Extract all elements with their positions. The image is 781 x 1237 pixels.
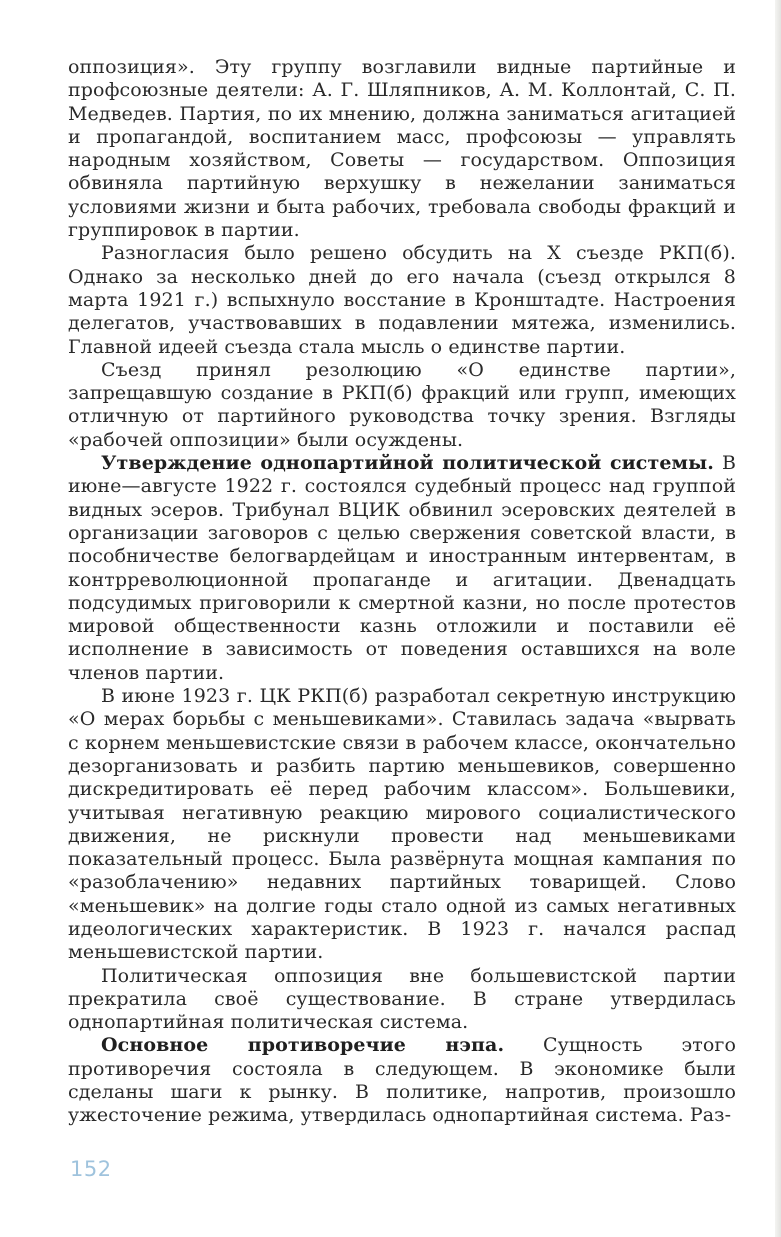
- section-heading-nep-contradiction: Основное противоречие нэпа.: [101, 1034, 505, 1057]
- paragraph-mensheviks: В июне 1923 г. ЦК РКП(б) разработал секретную инструкцию «О мерах борьбы с меньшевиками». Ставилась задача «вырвать с корнем меньшевистские связи в рабочем классе, окончательно дезорганизовать и разбить партию меньшевиков, совершенно дискредитировать её перед рабочим классом». Большевики, учитывая негативную реакцию мирового социалистического движения, не рискнули провести над меньшевиками показательный процесс. Была развёрнута мощная кампания по «разоблачению» недавних партийных товарищей. Слово «меньшевик» на долгие годы стало одной из самых негативных идеологических характеристик. В 1923 г. начался распад меньшевистской партии.: [68, 685, 736, 964]
- body-text: [68, 56, 736, 1128]
- paragraph-unity-resolution: Съезд принял резолюцию «О единстве партии», запрещавшую создание в РКП(б) фракций или групп, имеющих отличную от партийного руководства точку зрения. Взгляды «рабочей оппозиции» были осуждены.: [68, 358, 736, 451]
- paragraph-one-party-system-text: В июне—августе 1922 г. состоялся судебный процесс над группой видных эсеров. Трибунал ВЦИК обвинил эсеровских деятелей в организации заговоров с целью свержения советской власти, в пособничестве белогвардейцам и иностранным интервентам, в контрреволюционной пропаганде и агитации. Двенадцать подсудимых приговорили к смертной казни, но после протестов мировой общественности казнь отложили и поставили её исполнение в зависимость от поведения оставшихся на воле членов партии.: [68, 452, 737, 684]
- paragraph-tenth-congress: Разногласия было решено обсудить на X съезде РКП(б). Однако за несколько дней до его начала (съезд открылся 8 марта 1921 г.) вспыхнуло восстание в Кронштадте. Настроения делегатов, участвовавших в подавлении мятежа, изменились. Главной идеей съезда стала мысль о единстве партии.: [68, 242, 736, 358]
- paragraph-one-party-system: [68, 452, 736, 685]
- page-edge: [775, 0, 781, 1237]
- page-number: 152: [70, 1157, 112, 1181]
- paragraph-opposition-continuation: оппозиция». Эту группу возглавили видные партийные и профсоюзные деятели: А. Г. Шляпников, А. М. Коллонтай, С. П. Медведев. Партия, по их мнению, должна заниматься агитацией и пропагандой, воспитанием масс, профсоюзы — управлять народным хозяйством, Советы — государством. Оппозиция обвиняла партийную верхушку в нежелании заниматься условиями жизни и быта рабочих, требовала свободы фракций и группировок в партии.: [68, 56, 736, 242]
- paragraph-opposition-end: Политическая оппозиция вне большевистской партии прекратила своё существование. В стране утвердилась однопартийная политическая система.: [68, 964, 736, 1034]
- paragraph-nep-contradiction-text: Сущность этого противоречия состояла в следующем. В экономике были сделаны шаги к рынку. В политике, напротив, произошло ужесточение режима, утвердилась однопартийная система. Раз-: [68, 1034, 737, 1127]
- section-heading-one-party-system: Утверждение однопартийной политической системы.: [101, 452, 715, 475]
- paragraph-nep-contradiction: [68, 1034, 736, 1127]
